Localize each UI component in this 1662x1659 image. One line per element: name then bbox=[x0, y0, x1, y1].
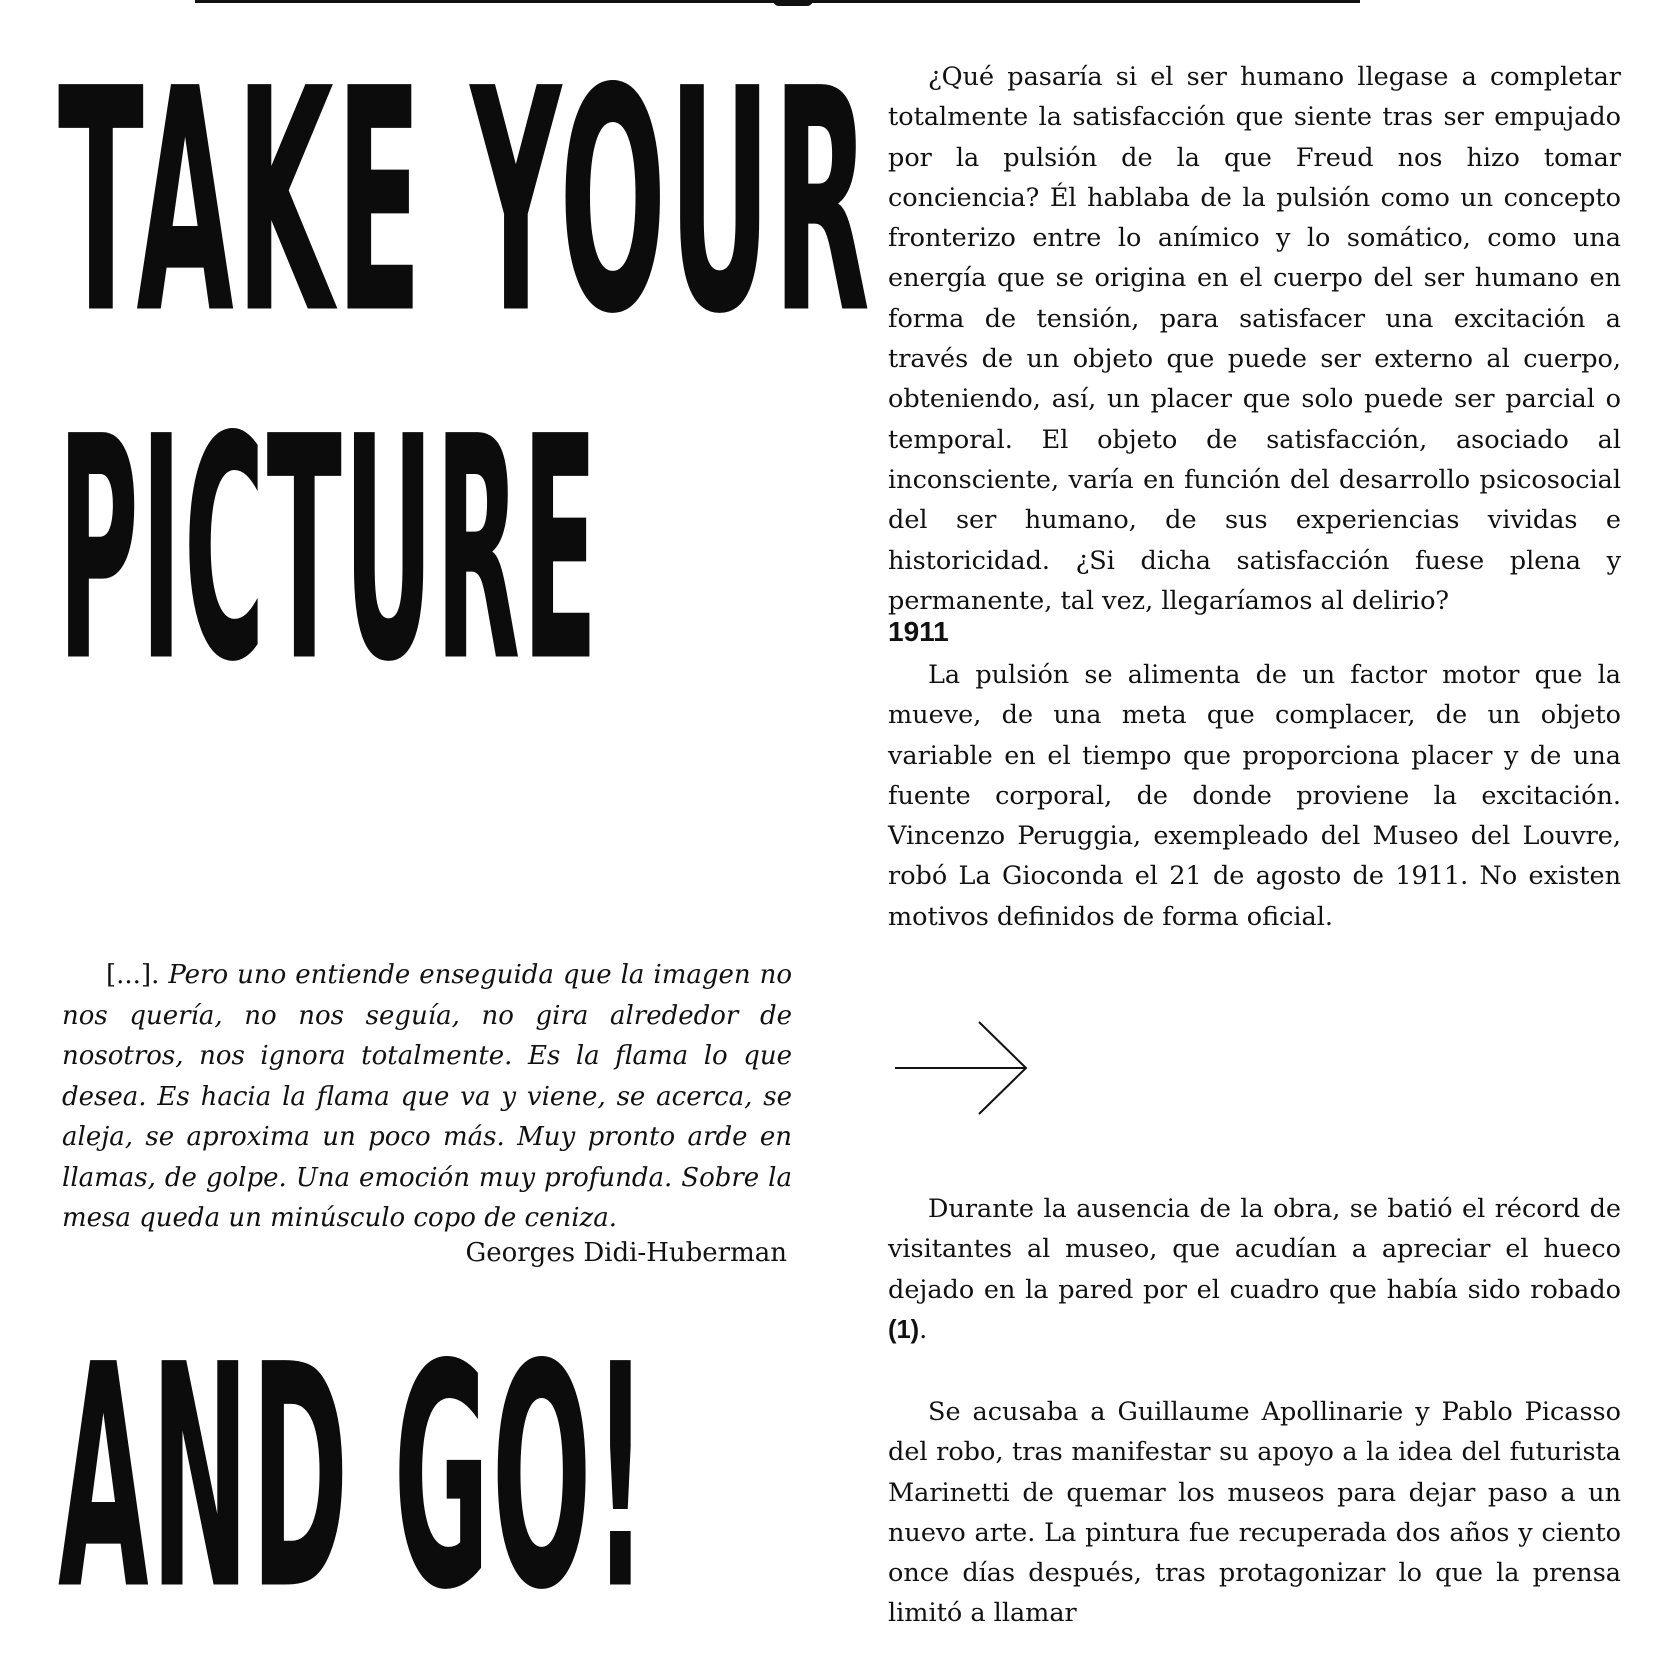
right-arrow-icon bbox=[893, 1018, 1033, 1118]
paragraph-absence bbox=[888, 1189, 1621, 1350]
quote-block bbox=[62, 955, 792, 1239]
headline-take-your: TAKE YOUR bbox=[58, 26, 873, 383]
paragraph-absence-end: . bbox=[919, 1314, 928, 1345]
paragraph-intro: ¿Qué pasaría si el ser humano llegase a completar totalmente la satisfacción que siente tras ser empujado por la pulsión de la que Freud nos hizo tomar conciencia? Él hablaba de la pulsión como un concepto fronterizo entre lo anímico y lo somático, como una energía que se origina en el cuerpo del ser humano en forma de tensión, para satisfacer una excitación a través de un objeto que puede ser externo al cuerpo, obteniendo, así, un placer que solo puede ser parcial o temporal. El objeto de satisfacción, asociado al inconsciente, varía en función del desarrollo psicosocial del ser humano, de sus experiencias vividas e historicidad. ¿Si dicha satisfacción fuese plena y permanente, tal vez, llegaríamos al delirio? bbox=[888, 62, 1621, 616]
quote-text: Pero uno entiende enseguida que la imagen no nos quería, no nos seguía, no gira alrededor de nosotros, nos ignora totalmente. Es la flama lo que desea. Es hacia la flama que va y viene, se acerca, se aleja, se aproxima un poco más. Muy pronto arde en llamas, de golpe. Una emoción muy profunda. Sobre la mesa queda un minúsculo copo de ceniza. bbox=[62, 960, 793, 1233]
paragraph-1911: La pulsión se alimenta de un factor motor que la mueve, de una meta que complacer, de un objeto variable en el tiempo que proporciona placer y de una fuente corporal, de donde proviene la excitación. Vincenzo Peruggia, exempleado del Museo del Louvre, robó La Gioconda el 21 de agosto de 1911. No existen motivos definidos de forma oficial. bbox=[888, 660, 1621, 932]
paragraph-accusation: Se acusaba a Guillaume Apollinarie y Pablo Picasso del robo, tras manifestar su apoyo a la idea del futurista Marinetti de quemar los museos para dejar paso a un nuevo arte. La pintura fue recuperada dos años y ciento once días después, tras protagonizar lo que la prensa limitó a llamar bbox=[888, 1397, 1621, 1629]
quote-attribution: Georges Didi-Huberman bbox=[465, 1238, 787, 1268]
quote-lead: [...]. bbox=[106, 960, 160, 990]
paragraph-absence-text: Durante la ausencia de la obra, se batió el récord de visitantes al museo, que acudían a apreciar el hueco dejado en la pared por el cuadro que había sido robado bbox=[888, 1194, 1621, 1305]
headline-and-go: AND GO! bbox=[58, 1302, 650, 1659]
footnote-reference: (1) bbox=[888, 1315, 920, 1344]
top-border-rule bbox=[195, 0, 1360, 3]
headline-picture: PICTURE bbox=[58, 374, 600, 731]
section-year-heading: 1911 bbox=[888, 616, 949, 647]
